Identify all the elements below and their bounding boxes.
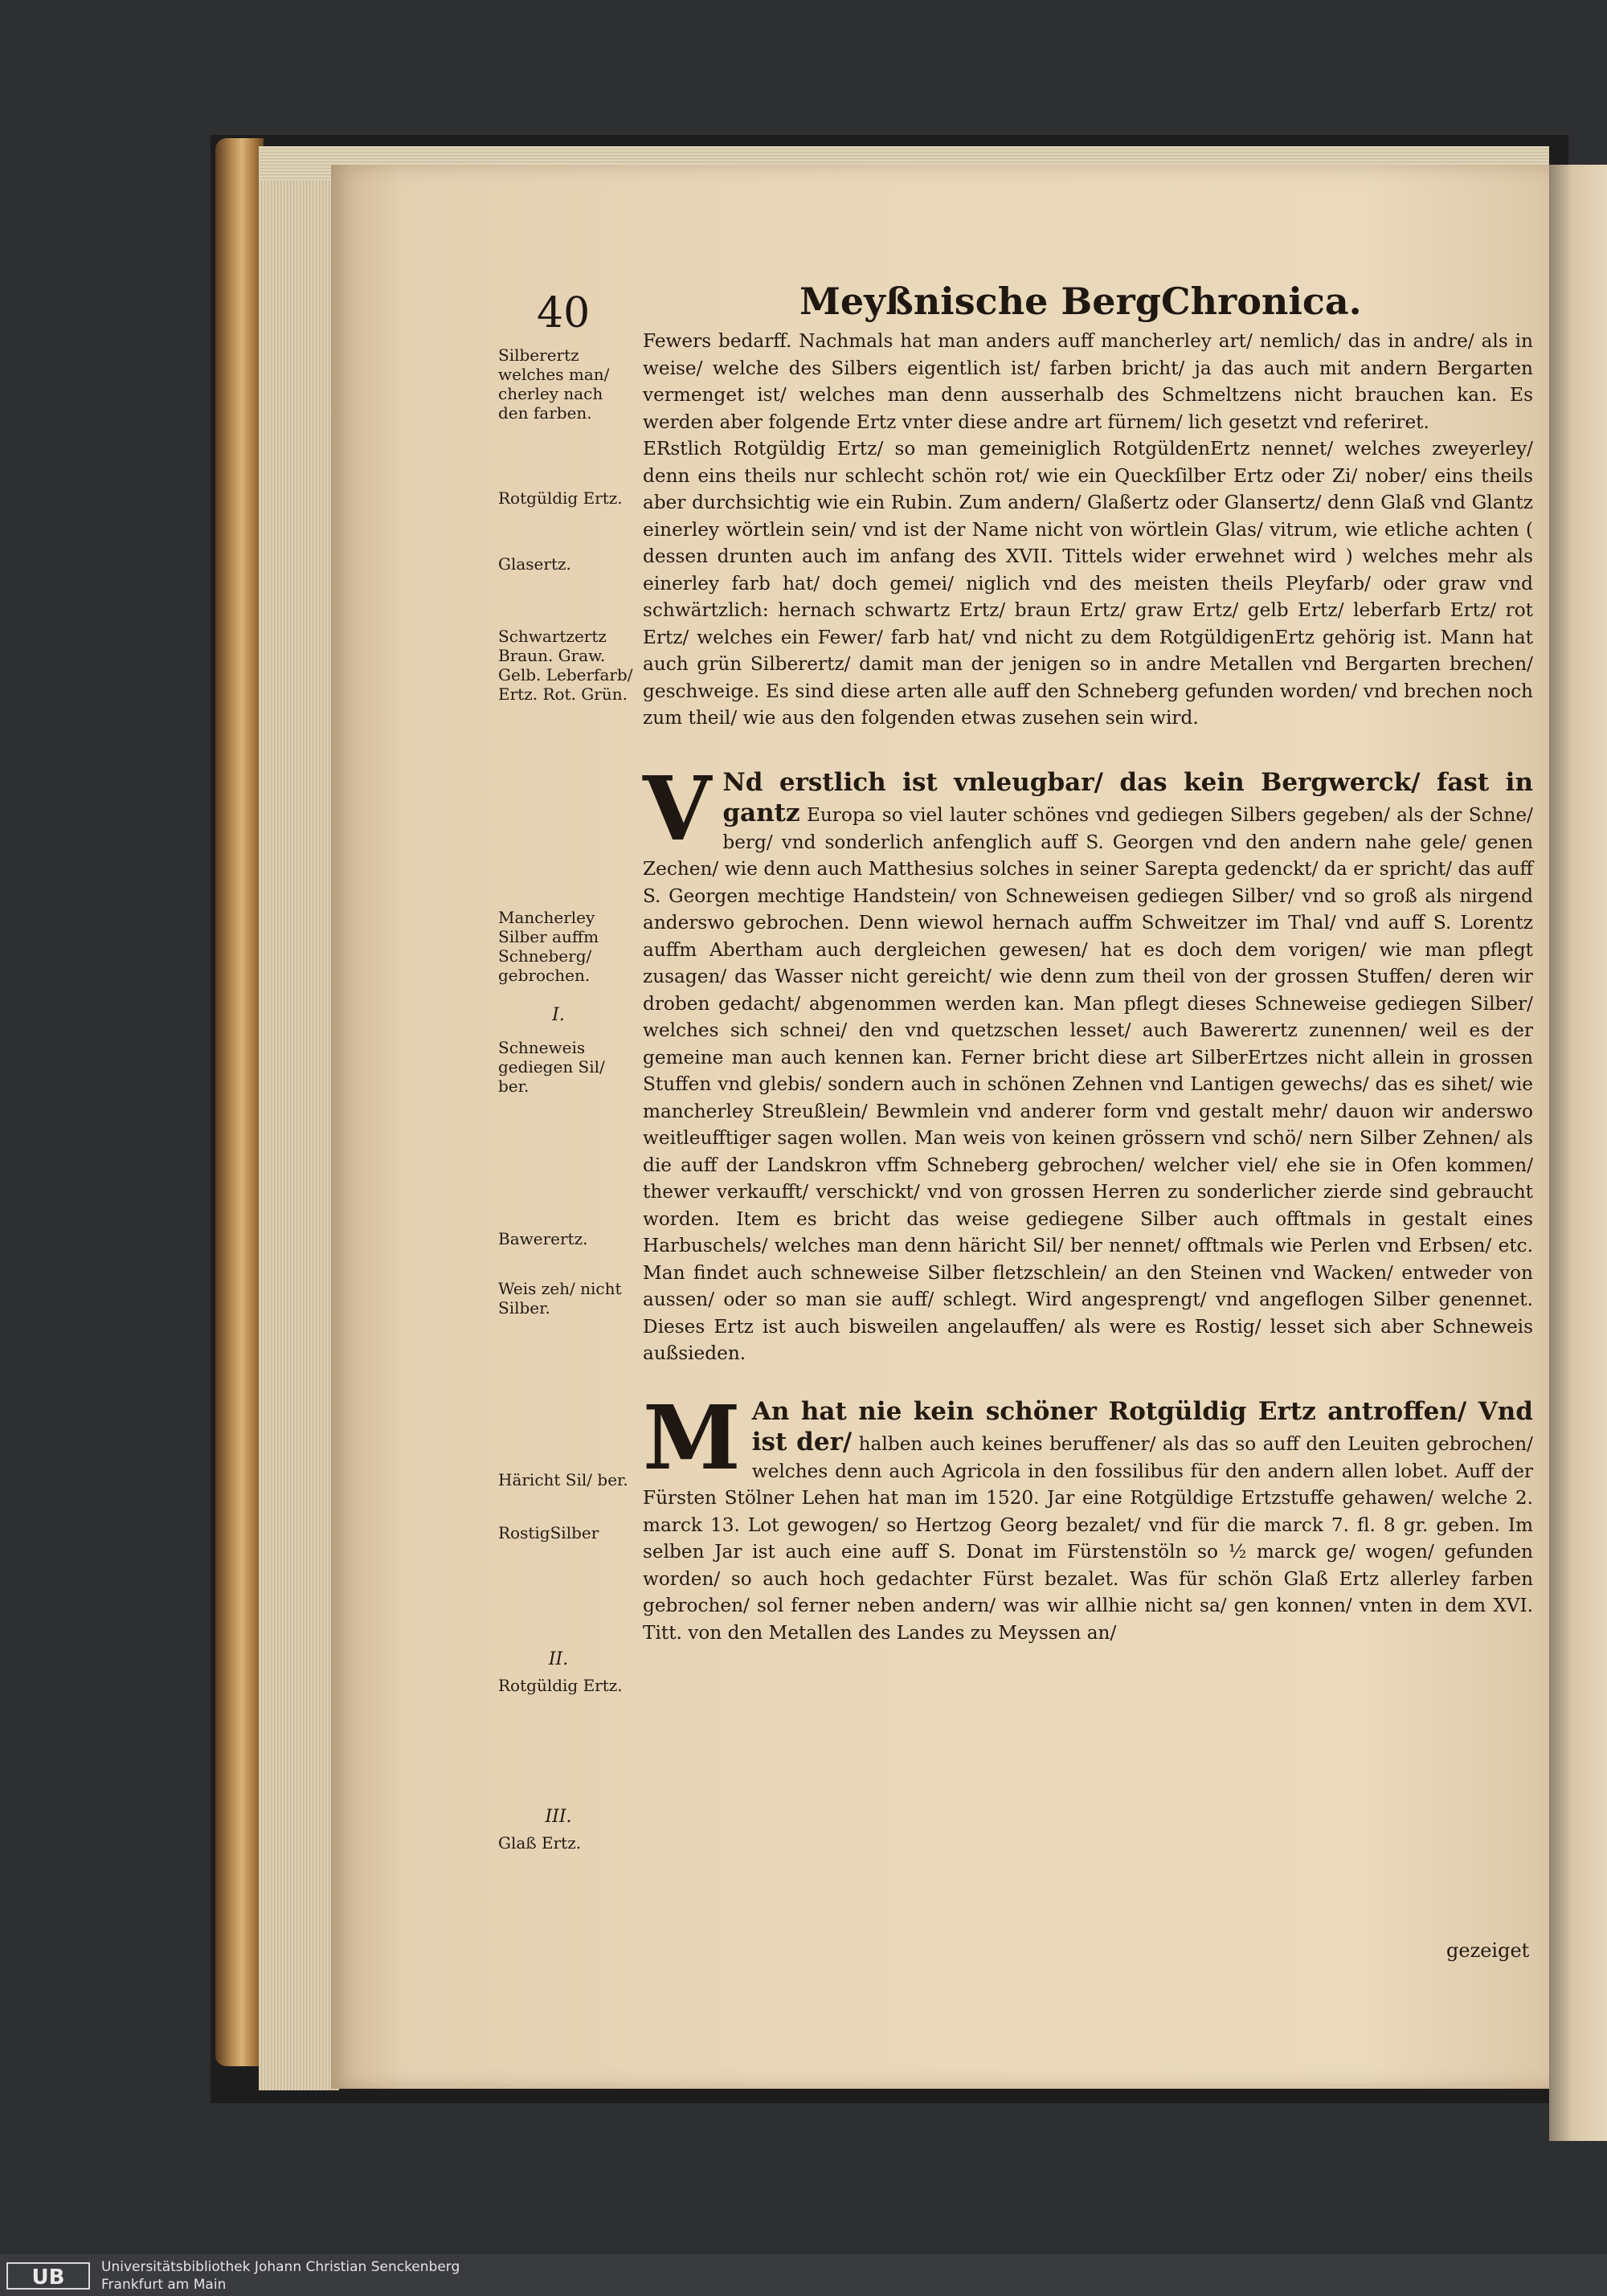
running-head-title: Meyßnische BergChronica. [799,280,1362,323]
margin-note-numeral: II. [548,1649,569,1669]
margin-note: RostigSilber [498,1523,599,1542]
margin-note: Silberertz welches man/ cherley nach den farben. [498,345,610,423]
library-name: Universitätsbibliothek Johann Christian Senckenberg [101,2259,460,2275]
margin-note: Rotgüldig Ertz. [498,488,623,508]
paragraph [643,1385,1533,1647]
margin-note: Bawerertz. [498,1229,588,1248]
ub-logo: UB [6,2262,90,2290]
margin-note: Mancherley Silber auffm Schneberg/ gebrochen. [498,908,599,985]
paragraph-lead: An hat nie kein schöner Rotgüldig Ertz antroffen/ Vnd ist der/ [751,1396,1533,1456]
margin-note: Schwartzertz Braun. Graw. Gelb. Leberfarb/ Ertz. Rot. Grün. [498,627,633,704]
margin-note-numeral: I. [552,1005,565,1025]
catchword: gezeiget [1446,1939,1530,1962]
page-number: 40 [537,289,591,337]
library-location: Frankfurt am Main [101,2277,227,2293]
adjacent-page-edge [1549,165,1607,2141]
margin-note: Glasertz. [498,554,571,574]
drop-cap: M [643,1385,741,1489]
paragraph [643,756,1533,1367]
margin-note: Glaß Ertz. [498,1833,582,1853]
margin-note-numeral: III. [545,1807,572,1827]
book-spine [215,138,264,2066]
margin-note: Schneweis gediegen Sil/ ber. [498,1038,605,1096]
paragraph: Fewers bedarff. Nachmals hat man anders auff mancherley art/ nemlich/ das in andre/ als in weise/ welche des Silbers eigentlich ist/ farben bricht/ ja das auch mit andern Bergarten vermenget ist/ welches man denn ausserhalb des Schmeltzens nicht brauchen kan. Es werden aber folgende Ertz vnter diese andre art fürnem/ lich gesetzt vnd referiret. [643,330,1533,433]
margin-note: Häricht Sil/ ber. [498,1470,628,1489]
paragraph-body: halben auch keines beruffener/ als das so auff den Leuiten gebrochen/ welches denn auch Agricola in den fossilibus für den andern allen lobet. Auff der Fürsten Stölner Lehen hat man im 1520. Jar eine Rotgüldige Ertzstuffe gehawen/ welche 2. marck 13. Lot gewogen/ so Hertzog Georg bezalet/ vnd für die marck 7. fl. 8 gr. geben. Im selben Jar ist auch eine auff S. Donat im Fürstenstöln so ½ marck ge/ wogen/ gefunden worden/ so auch hoch gedachter Fürst bezalet. Was für schön Glaß Ertz allerley farben gebrochen/ sol ferner neben andern/ was wir allhie nicht sa/ gen konnen/ vnten in dem XVI. Titt. von den Metallen des Landes zu Meyssen an/ [643,1433,1533,1644]
paragraph-lead: Nd erstlich ist vnleugbar/ das kein Bergwerck/ fast in gantz [722,767,1533,827]
margin-note: Weis zeh/ nicht Silber. [498,1279,622,1318]
page-edges [259,146,339,2090]
paragraph-body: Europa so viel lauter schönes vnd gediegen Silbers gegeben/ als der Schne/ berg/ vnd sonderlich anfenglich auff S. Georgen vnd den andern nahe gele/ genen Zechen/ wie denn auch Matthesius solches in seiner Sarepta gedenckt/ da er spricht/ das auff S. Georgen mechtige Handstein/ von Schneweisen gediegen Silber/ vnd so groß als nirgend anderswo gebrochen. Denn wiewol hernach auffm Schweitzer im Thal/ vnd auff S. Lorentz auffm Abertham auch dergleichen gewesen/ hat es doch dem vorigen/ wie man pflegt zusagen/ das Wasser nicht gereicht/ wie denn zum theil von der grossen Stuffen/ deren wir droben gedacht/ abgenommen werden kan. Man pflegt dieses Schneweise gediegen Silber/ welches sich schnei/ den vnd quetzschen lesset/ auch Bawerertz zunennen/ weil es der gemeine man auch kennen kan. Ferner bricht diese art SilberErtzes nicht allein in grossen Stuffen vnd glebis/ sondern auch in schönen Zehnen vnd Lantigen gewechs/ das es sihet/ wie mancherley Streußlein/ Bewmlein vnd anderer form vnd gestalt mehr/ dauon wir anderswo weitleufftiger sagen wollen. Man weis von keinen grössern vnd schö/ nern Silber Zehnen/ als die auff der Landskron vffm Schneberg gebrochen/ welcher viel/ ehe sie in Ofen kommen/ thewer verkaufft/ verschickt/ vnd von grossen Herren zu sonderlicher zierde sind gebraucht worden. Item es bricht das weise gediegene Silber auch offtmals in gestalt eines Harbuschels/ welches man denn häricht Sil/ ber nennet/ offtmals wie Perlen vnd Erbsen/ etc. Man findet auch schneweise Silber fletzschlein/ an den Steinen vnd Wacken/ entweder von aussen/ oder so man sie auff/ schlegt. Wird angesprengt/ vnd angeflogen Silber genennet. Dieses Ertz ist auch bisweilen angelauffen/ als were es Rostig/ lesset sich aber Schneweis außsieden. [643,804,1533,1364]
main-text [643,328,1533,1646]
margin-note: Rotgüldig Ertz. [498,1676,623,1695]
drop-cap: V [643,756,712,860]
paragraph: ERstlich Rotgüldig Ertz/ so man gemeiniglich RotgüldenErtz nennet/ welches zweyerley/ denn eins theils nur schlecht schön rot/ wie ein Queckſilber Ertz oder Zi/ nober/ eins theils aber durchsichtig wie ein Rubin. Zum andern/ Glaßertz oder Glansertz/ denn Glaß vnd Glantz einerley wörtlein sein/ vnd ist der Name nicht von wörtlein Glas/ vitrum, wie etliche achten ( dessen drunten auch im anfang des XVII. Tittels wider erwehnet wird ) welches mehr als einerley farb hat/ doch gemei/ niglich vnd des meisten theils Pleyfarb/ oder graw vnd schwärtzlich: hernach schwartz Ertz/ braun Ertz/ graw Ertz/ gelb Ertz/ leberfarb Ertz/ rot Ertz/ welches ein Fewer/ farb hat/ vnd nicht zu dem RotgüldigenErtz gehörig ist. Mann hat auch grün Silberertz/ damit man der jenigen so in andre Metallen vnd Bergarten brechen/ geschweige. Es sind diese arten alle auff den Schneberg gefunden worden/ vnd brechen noch zum theil/ wie aus den folgenden etwas zusehen sein wird. [643,438,1533,729]
